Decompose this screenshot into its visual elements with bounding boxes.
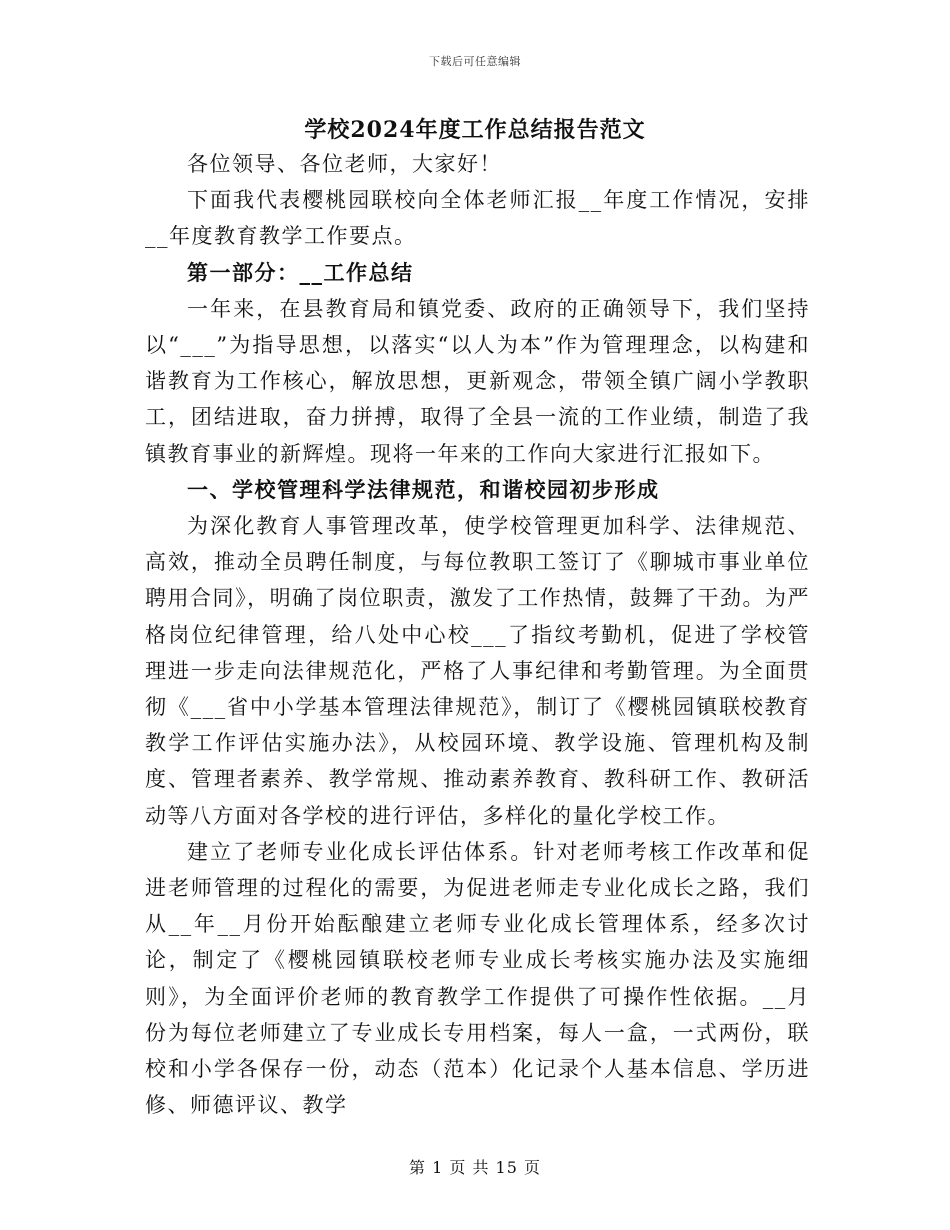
document-body [145, 146, 810, 1123]
intro-paragraph: 下面我代表樱桃园联校向全体老师汇报__年度工作情况，安排__年度教育教学工作要点。 [145, 188, 810, 249]
greeting-paragraph: 各位领导、各位老师，大家好！ [187, 152, 502, 176]
section-one-heading: 一、学校管理科学法律规范，和谐校园初步形成 [187, 476, 660, 502]
management-paragraph: 为深化教育人事管理改革，使学校管理更加科学、法律规范、高效，推动全员聘任制度，与每位教职工签订了《聊城市事业单位聘用合同》，明确了岗位职责，激发了工作热情，鼓舞了干劲。为严格岗位纪律管理，给八处中心校___了指纹考勤机，促进了学校管理进一步走向法律规范化，严格了人事纪律和考勤管理。为全面贯彻《___省中小学基本管理法律规范》，制订了《樱桃园镇联校教育教学工作评估实施办法》，从校园环境、教学设施、管理机构及制度、管理者素养、教学常规、推动素养教育、教科研工作、教研活动等八方面对各学校的进行评估，多样化的量化学校工作。 [145, 514, 810, 828]
document-title: 学校2024年度工作总结报告范文 [304, 117, 646, 143]
header-note: 下载后可任意编辑 [429, 55, 521, 68]
teacher-growth-paragraph: 建立了老师专业化成长评估体系。针对老师考核工作改革和促进老师管理的过程化的需要，为促进老师走专业化成长之路，我们从__年__月份开始酝酿建立老师专业化成长管理体系，经多次讨论，制定了《樱桃园镇联校老师专业成长考核实施办法及实施细则》，为全面评价老师的教育教学工作提供了可操作性依据。__月份为每位老师建立了专业成长专用档案，每人一盒，一式两份，联校和小学各保存一份，动态（范本）化记录个人基本信息、学历进修、师德评议、教学 [145, 839, 810, 1118]
page-footer: 第 1 页 共 15 页 [409, 1158, 541, 1177]
part-one-heading: 第一部分：__工作总结 [187, 259, 414, 285]
summary-paragraph: 一年来，在县教育局和镇党委、政府的正确领导下，我们坚持以“___”为指导思想，以落实“以人为本”作为管理理念，以构建和谐教育为工作核心，解放思想，更新观念，带领全镇广阔小学教职工，团结进取，奋力拼搏，取得了全县一流的工作业绩，制造了我镇教育事业的新辉煌。现将一年来的工作向大家进行汇报如下。 [145, 296, 810, 466]
